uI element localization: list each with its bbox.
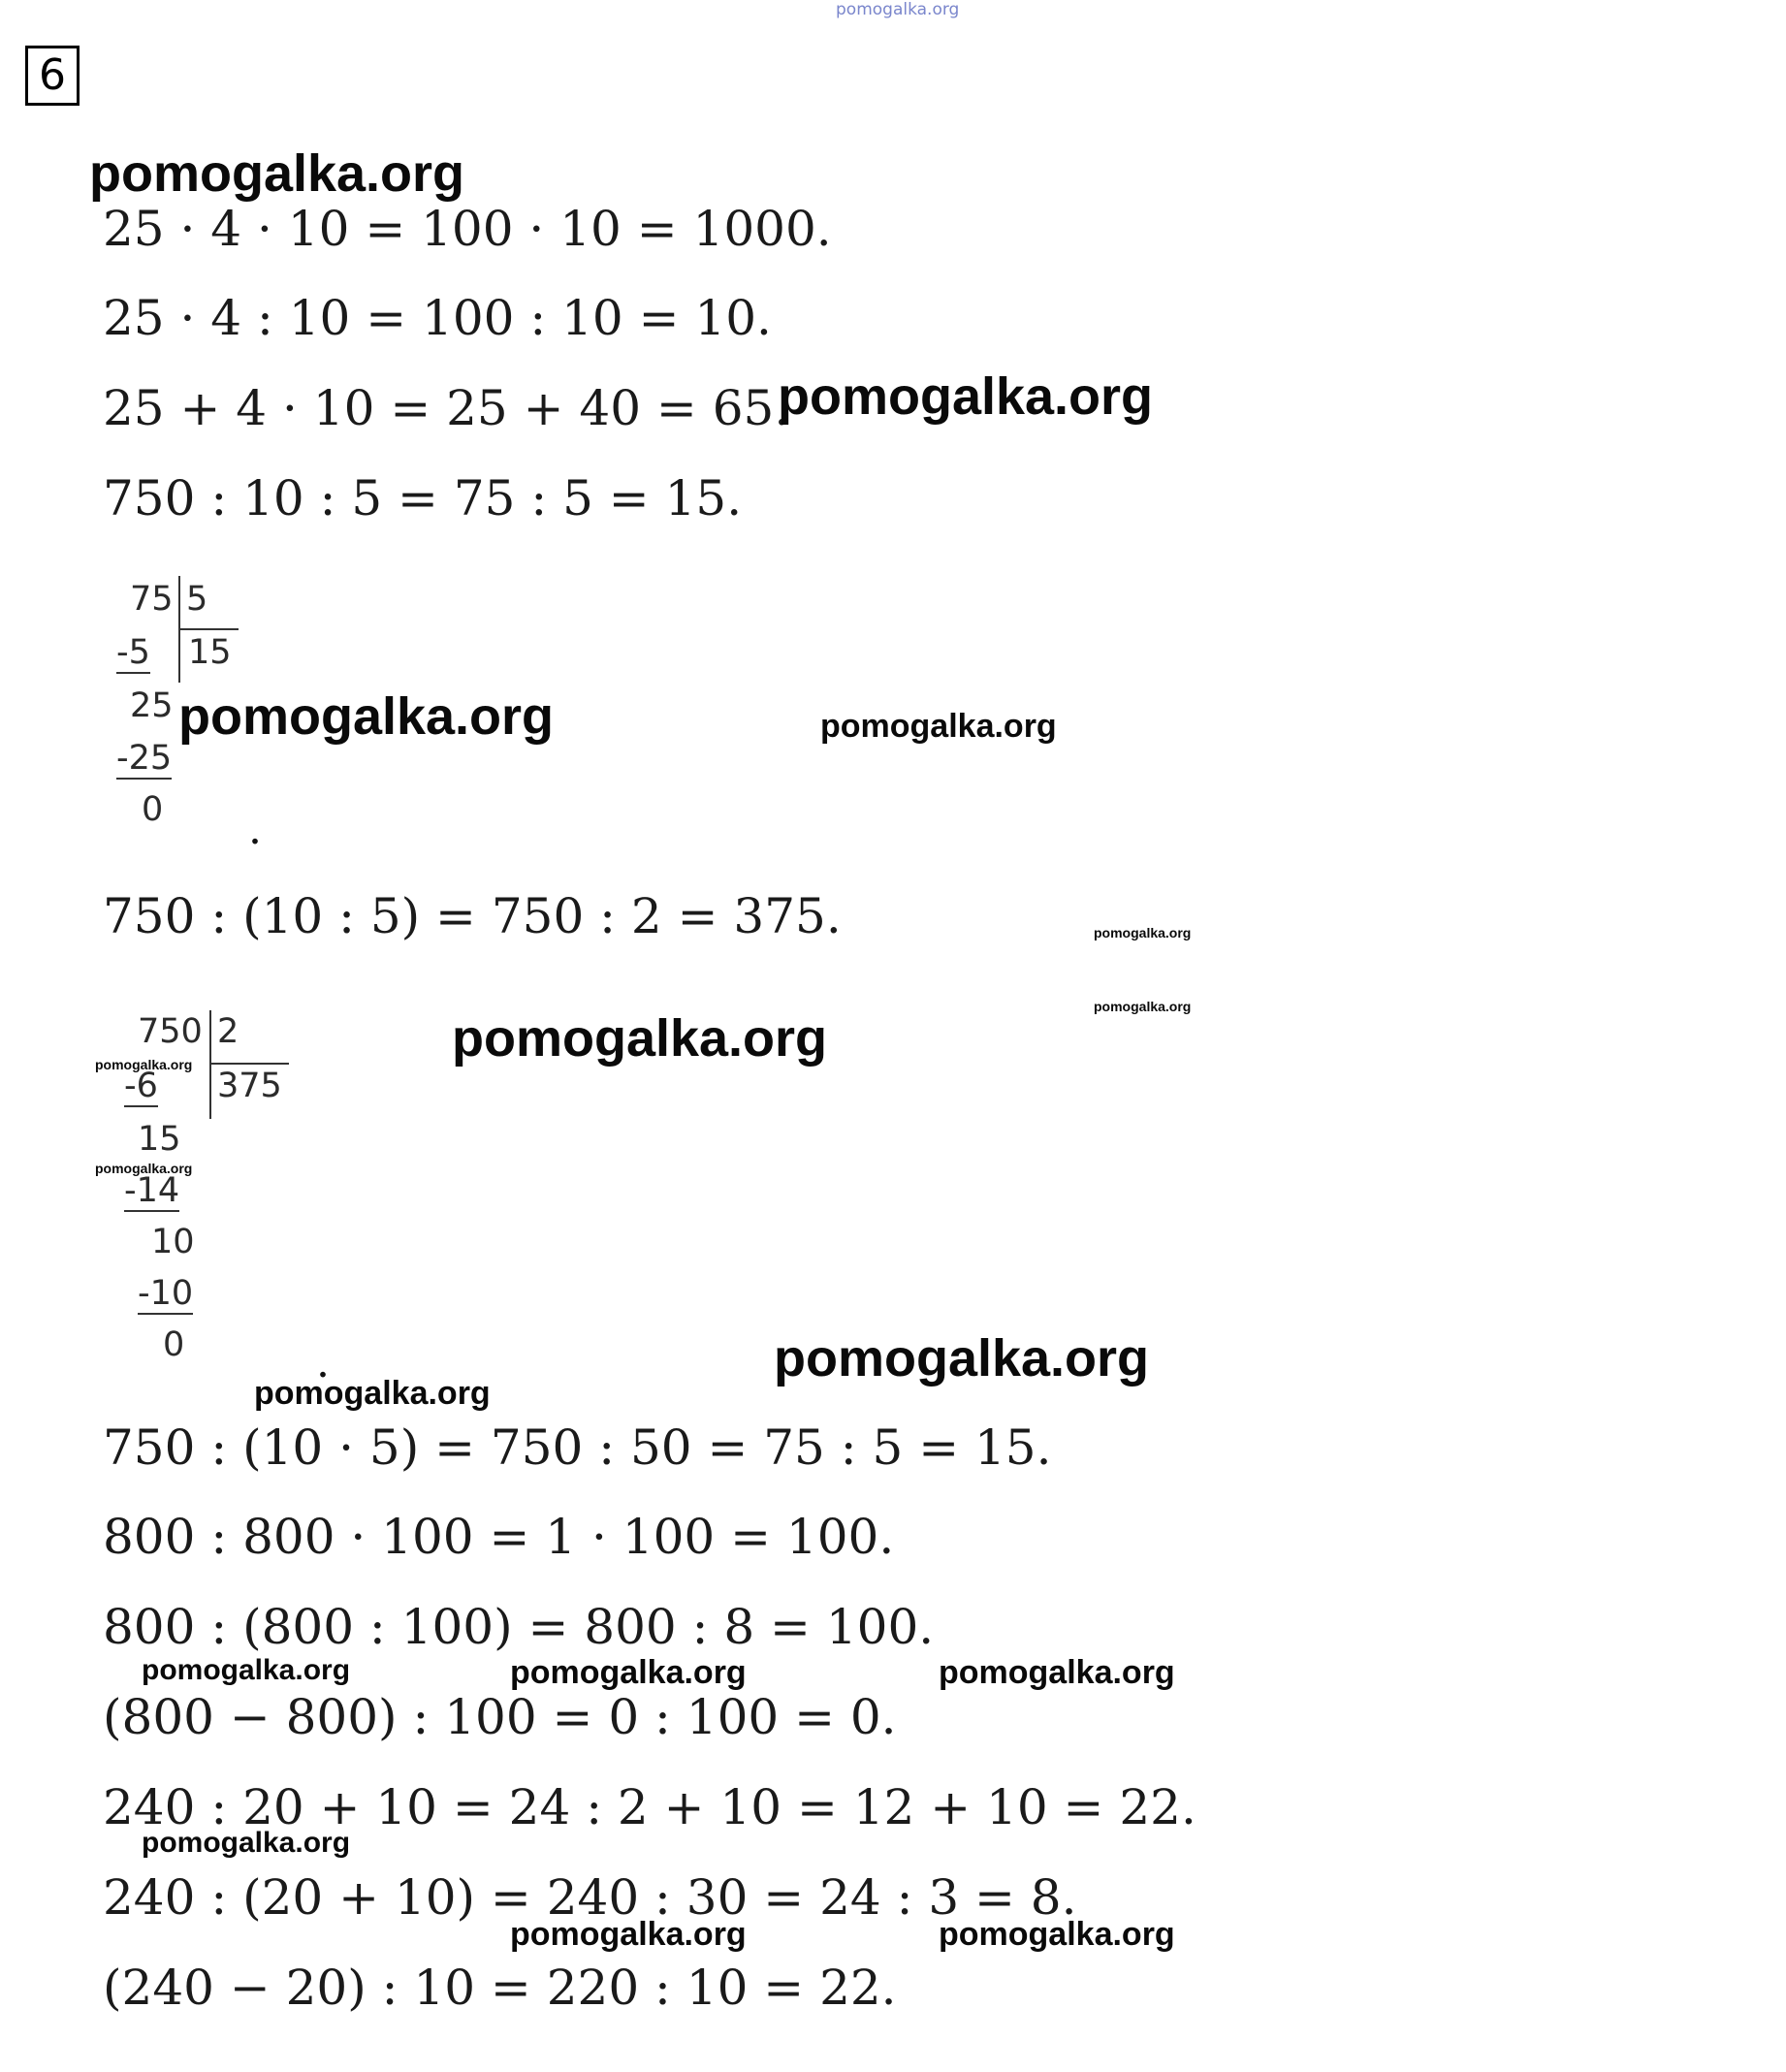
ld2-horizontal-bar	[209, 1063, 289, 1065]
ld2-step-3: -14	[124, 1171, 180, 1210]
watermark-14: pomogalka.org	[939, 1654, 1175, 1691]
equation-10: 240 : 20 + 10 = 24 : 2 + 10 = 12 + 10 = 22.	[103, 1779, 1196, 1835]
ld2-vertical-bar	[209, 1010, 211, 1119]
equation-6: 750 : (10 · 5) = 750 : 50 = 75 : 5 = 15.	[103, 1419, 1052, 1476]
problem-number: 6	[25, 46, 80, 106]
watermark-11: pomogalka.org	[254, 1375, 491, 1412]
stray-dot-2: .	[316, 1338, 330, 1387]
watermark-8: pomogalka.org	[95, 1057, 193, 1072]
equation-9: (800 − 800) : 100 = 0 : 100 = 0.	[103, 1689, 897, 1745]
ld1-step-4: 0	[142, 790, 164, 829]
watermark-5: pomogalka.org	[1094, 925, 1192, 940]
watermark-13: pomogalka.org	[510, 1654, 747, 1691]
ld1-step-2: 25	[130, 686, 174, 725]
watermark-4: pomogalka.org	[820, 708, 1057, 745]
watermark-9: pomogalka.org	[95, 1161, 193, 1176]
watermark-15: pomogalka.org	[142, 1827, 351, 1859]
watermark-16: pomogalka.org	[510, 1916, 747, 1953]
equation-1: 25 · 4 · 10 = 100 · 10 = 1000.	[103, 201, 832, 257]
top-watermark: pomogalka.org	[836, 0, 960, 19]
equation-2: 25 · 4 : 10 = 100 : 10 = 10.	[103, 290, 772, 346]
equation-8: 800 : (800 : 100) = 800 : 8 = 100.	[103, 1599, 935, 1655]
equation-3: 25 + 4 · 10 = 25 + 40 = 65.	[103, 380, 790, 436]
ld2-step-4: 10	[151, 1223, 195, 1261]
ld1-divisor: 5	[186, 580, 208, 619]
ld1-dividend: 75	[130, 580, 174, 619]
watermark-1: pomogalka.org	[89, 144, 465, 203]
ld2-divisor: 2	[217, 1012, 239, 1051]
equation-7: 800 : 800 · 100 = 1 · 100 = 100.	[103, 1509, 895, 1565]
equation-11: 240 : (20 + 10) = 240 : 30 = 24 : 3 = 8.	[103, 1869, 1077, 1926]
watermark-12: pomogalka.org	[142, 1654, 351, 1686]
ld1-horizontal-bar	[178, 628, 239, 630]
ld2-step-2: 15	[138, 1120, 181, 1159]
watermark-17: pomogalka.org	[939, 1916, 1175, 1953]
watermark-3: pomogalka.org	[178, 687, 555, 746]
ld2-dividend: 750	[138, 1012, 203, 1051]
equation-4: 750 : 10 : 5 = 75 : 5 = 15.	[103, 470, 743, 526]
equation-12: (240 − 20) : 10 = 220 : 10 = 22.	[103, 1960, 897, 2016]
watermark-6: pomogalka.org	[1094, 999, 1192, 1014]
watermark-2: pomogalka.org	[778, 367, 1154, 426]
ld1-quotient: 15	[188, 633, 232, 672]
ld2-step-1: -6	[124, 1067, 158, 1105]
equation-5: 750 : (10 : 5) = 750 : 2 = 375.	[103, 888, 842, 944]
watermark-7: pomogalka.org	[452, 1009, 828, 1068]
stray-dot-1: .	[248, 805, 262, 854]
ld1-step-1: -5	[116, 633, 150, 672]
ld1-step-3: -25	[116, 739, 173, 778]
watermark-10: pomogalka.org	[774, 1329, 1150, 1387]
ld2-step-5: -10	[138, 1274, 194, 1313]
ld2-quotient: 375	[217, 1067, 282, 1105]
ld2-step-6: 0	[163, 1325, 185, 1364]
